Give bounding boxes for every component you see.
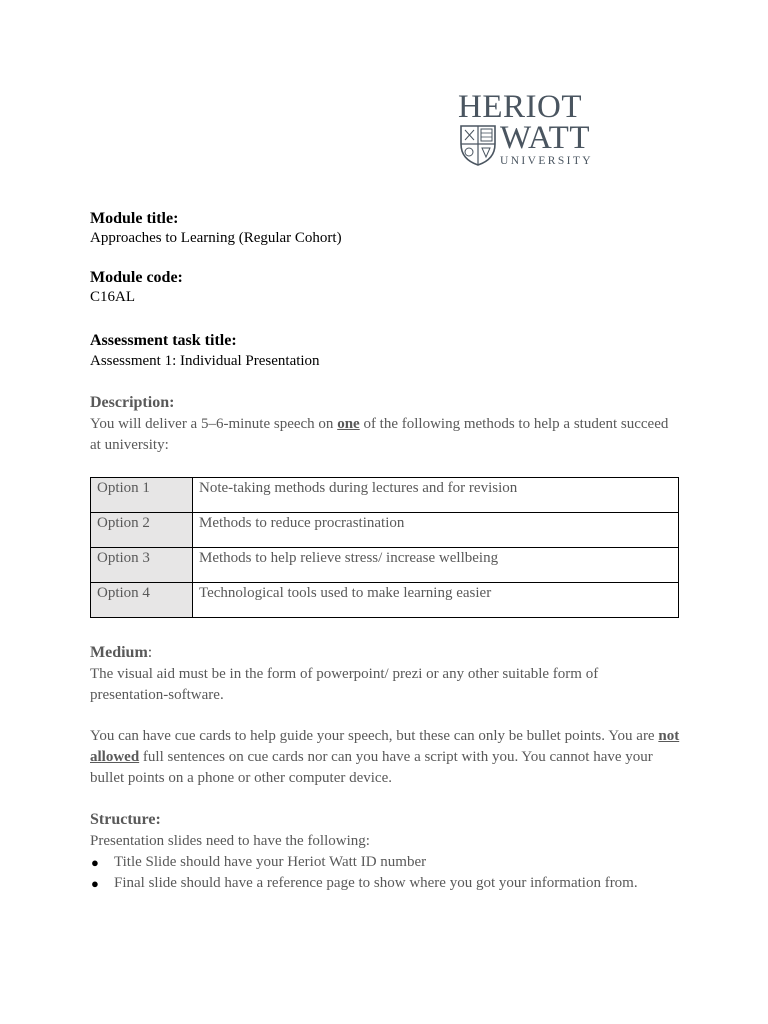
list-item — [90, 873, 680, 894]
description-text-end: of the following methods to help a student succeed at university: — [90, 416, 669, 453]
description-text-start: You will deliver a 5–6-minute speech on — [90, 416, 338, 432]
structure-bullet-list — [90, 852, 680, 894]
medium-label — [90, 643, 152, 663]
medium-paragraph-2-start: You can have cue cards to help guide your speech, but these can only be bullet points. You are — [90, 728, 659, 744]
module-code-value: C16AL — [90, 289, 135, 305]
medium-label-colon: : — [147, 644, 153, 661]
module-title-label: Module title: — [90, 210, 179, 227]
module-code-label: Module code: — [90, 269, 183, 286]
assessment-title-label: Assessment task title: — [90, 332, 237, 349]
crest-icon — [459, 124, 497, 166]
table-row — [91, 478, 679, 513]
option-text: Technological tools used to make learning easier — [193, 583, 679, 618]
assessment-title-value: Assessment 1: Individual Presentation — [90, 353, 320, 369]
medium-paragraph-2 — [90, 726, 680, 789]
logo-line-heriot: HERIOT — [458, 89, 582, 125]
bullet-icon: ● — [91, 876, 99, 891]
medium-paragraph-2-end: full sentences on cue cards nor can you have a script with you. You cannot have your bullet points on a phone or other computer device. — [90, 749, 653, 786]
bullet-text: Final slide should have a reference page to show where you got your information from. — [114, 875, 638, 891]
bullet-icon: ● — [91, 855, 99, 870]
option-label: Option 4 — [91, 583, 193, 618]
bullet-text: Title Slide should have your Heriot Watt ID number — [114, 854, 427, 870]
option-label: Option 2 — [91, 513, 193, 548]
medium-paragraph-1: The visual aid must be in the form of powerpoint/ prezi or any other suitable form of presentation-software. — [90, 666, 599, 703]
table-row — [91, 513, 679, 548]
description-emphasis: one — [337, 416, 360, 432]
module-title-value: Approaches to Learning (Regular Cohort) — [90, 230, 342, 246]
table-row — [91, 548, 679, 583]
description-text — [90, 414, 680, 456]
heriot-watt-logo — [458, 90, 604, 170]
medium-label-text: Medium — [90, 644, 148, 661]
structure-intro: Presentation slides need to have the following: — [90, 833, 370, 849]
medium-paragraph-2-emphasis: not allowed — [90, 728, 680, 765]
option-text: Note-taking methods during lectures and for revision — [193, 478, 679, 513]
description-label: Description: — [90, 394, 175, 411]
option-label: Option 3 — [91, 548, 193, 583]
option-text: Methods to help relieve stress/ increase wellbeing — [193, 548, 679, 583]
logo-line-university: UNIVERSITY — [500, 155, 593, 167]
logo-line-watt: WATT — [500, 120, 590, 156]
option-text: Methods to reduce procrastination — [193, 513, 679, 548]
options-table — [90, 477, 679, 618]
list-item — [90, 852, 680, 873]
table-row — [91, 583, 679, 618]
structure-label: Structure: — [90, 811, 161, 828]
option-label: Option 1 — [91, 478, 193, 513]
